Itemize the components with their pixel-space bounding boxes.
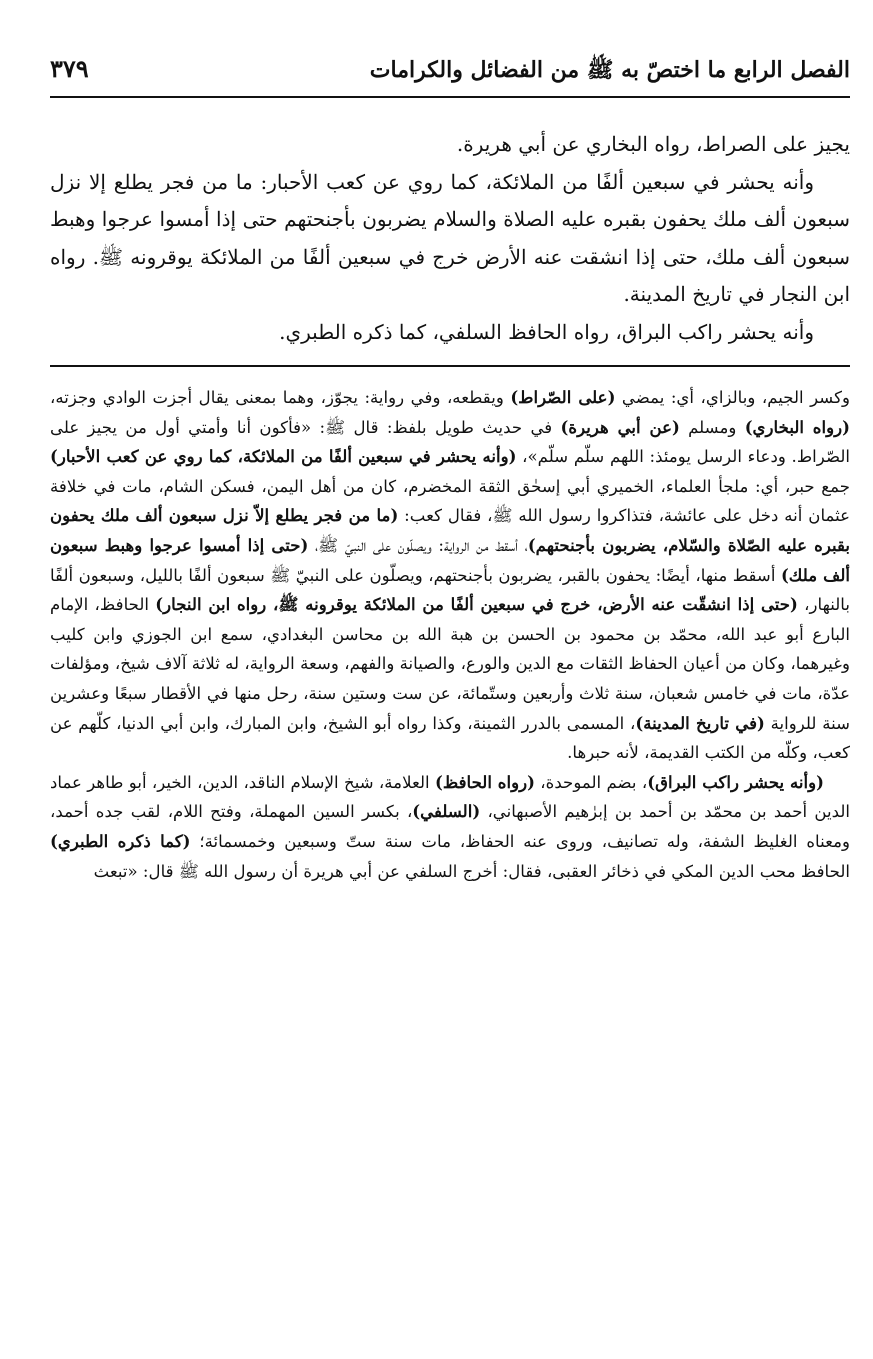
- quoted-text: (كما ذكره الطبري): [50, 830, 191, 851]
- main-paragraph: وأنه يحشر في سبعين ألفًا من الملائكة، كما روي عن كعب الأحبار: ما من فجر يطلع إلا نزل سبعون ألف ملك يحفون بقبره عليه الصلاة والسلام يضربون بأجنحتهم حتى إذا أمسوا عرجوا وهبط سبعون ألف ملك، حتى إذا انشقت عنه الأرض خرج في سبعين ألفًا من الملائكة يوقرونه ﷺ. رواه ابن النجار في تاريخ المدينة.: [50, 169, 850, 306]
- quoted-text: (عن أبي هريرة): [560, 416, 680, 437]
- quoted-text: (السلفي): [412, 801, 481, 822]
- commentary-paragraph: [50, 768, 850, 886]
- quoted-text: (وأنه يحشر في سبعين ألفًا من الملائكة، كما روي عن كعب الأحبار): [50, 446, 517, 467]
- page-number: ٣٧٩: [50, 54, 89, 83]
- commentary-text: وكسر الجيم، وبالزاي، أي: يمضي: [615, 388, 850, 407]
- quoted-text: (في تاريخ المدينة): [635, 712, 765, 733]
- commentary-text: ومسلم: [679, 417, 745, 437]
- quoted-text: (على الصّراط): [510, 387, 616, 407]
- quoted-text: (وأنه يحشر راكب البراق): [647, 771, 824, 792]
- commentary-text: الحافظ، الإمام البارع أبو عبد الله، محمّد بن محمود بن الحسن بن هبة الله بن محاسن البغدادي، سمع ابن الجوزي وابن كليب وغيرهما، وكان من أعيان الحفاظ الثقات مع الدين والورع، والصيانة والفهم، وسعة الرواية، له ثلاثة آلاف شيخ، ومؤلفات عدّة، مات في خامس شعبان، سنة ثلاث وأربعين وستّمائة، عن ست وستين سنة، رحل منها في الأقطار سبعًا وعشرين سنة للرواية: [50, 595, 850, 733]
- chapter-title: الفصل الرابع ما اختصّ به ﷺ من الفضائل والكرامات: [369, 57, 850, 83]
- page-header: [50, 50, 850, 98]
- text-divider: [50, 365, 850, 367]
- commentary-text: في حديث طويل بلفظ: قال ﷺ: «فأكون أنا وأمتي أول من يجيز على الصّراط. ودعاء الرسل يومئذ: اللهم سلّم سلّم»،: [50, 417, 851, 467]
- commentary-text: ويقطعه، وفي رواية: يجوّز، وهما بمعنى يقال أجزت الوادي وجزته،: [50, 388, 511, 407]
- commentary-text: ، أسقط من الرواية: ويصلّون على النبيّ ﷺ،: [308, 535, 528, 555]
- commentary-text: ، بكسر السين المهملة، وفتح اللام، لقب جده أحمد، ومعناه الغليظ الشفة، وله تصانيف، وروى عنه الحفاظ، مات سنة ستّ وسبعين وخمسمائة؛: [50, 802, 850, 851]
- quoted-text: (رواه البخاري): [744, 416, 850, 437]
- main-paragraph: يجيز على الصراط، رواه البخاري عن أبي هريرة.: [456, 132, 850, 156]
- quoted-text: (رواه الحافظ): [434, 771, 535, 792]
- quoted-text: (حتى إذا انشقّت عنه الأرض، خرج في سبعين ألفًا من الملائكة يوقرونه ﷺ، رواه ابن النجار): [155, 594, 798, 615]
- commentary-text: العلامة، شيخ الإسلام الناقد، الدين، الخير، أبو طاهر عماد الدين أحمد بن محمّد بن أحمد بن إبرٰهيم الأصبهاني،: [50, 772, 850, 822]
- main-text: [50, 126, 850, 351]
- quoted-text: (ما من فجر يطلع إلاّ نزل سبعون ألف ملك يحفون بقبره عليه الصّلاة والسّلام، يضربون بأجنحتهم): [50, 505, 850, 555]
- commentary-text: جمع حبر، أي: ملجأ العلماء، الخميري أبي إسحٰق الثقة المخضرم، كان من أهل اليمن، فسكن الشام، مات في خلافة عثمان أنه دخل على عائشة، فتذاكروا رسول الله ﷺ، فقال كعب:: [50, 476, 850, 526]
- commentary-text: أسقط منها، أيضًا: يحفون بالقبر، يضربون بأجنحتهم، ويصلّون على النبيّ ﷺ سبعون ألفًا بالليل، وسبعون ألفًا بالنهار،: [50, 565, 850, 615]
- commentary: [50, 383, 850, 886]
- commentary-text: الحافظ محب الدين المكي في ذخائر العقبى، فقال: أخرج السلفي عن أبي هريرة أن رسول الله ﷺ قال: «تبعث: [93, 861, 850, 881]
- commentary-paragraph: [50, 383, 850, 768]
- main-paragraph: وأنه يحشر راكب البراق، رواه الحافظ السلفي، كما ذكره الطبري.: [279, 319, 814, 344]
- commentary-text: ، المسمى بالدرر الثمينة، وكذا رواه أبو الشيخ، وابن المبارك، وابن أبي الدنيا، كلّهم عن كعب، وكلّه من الكتب القديمة، لأنه حبرها.: [50, 713, 850, 763]
- book-page: [50, 50, 850, 1340]
- quoted-text: (حتى إذا أمسوا عرجوا وهبط سبعون ألف ملك): [50, 534, 850, 585]
- commentary-text: ، بضم الموحدة،: [534, 772, 648, 792]
